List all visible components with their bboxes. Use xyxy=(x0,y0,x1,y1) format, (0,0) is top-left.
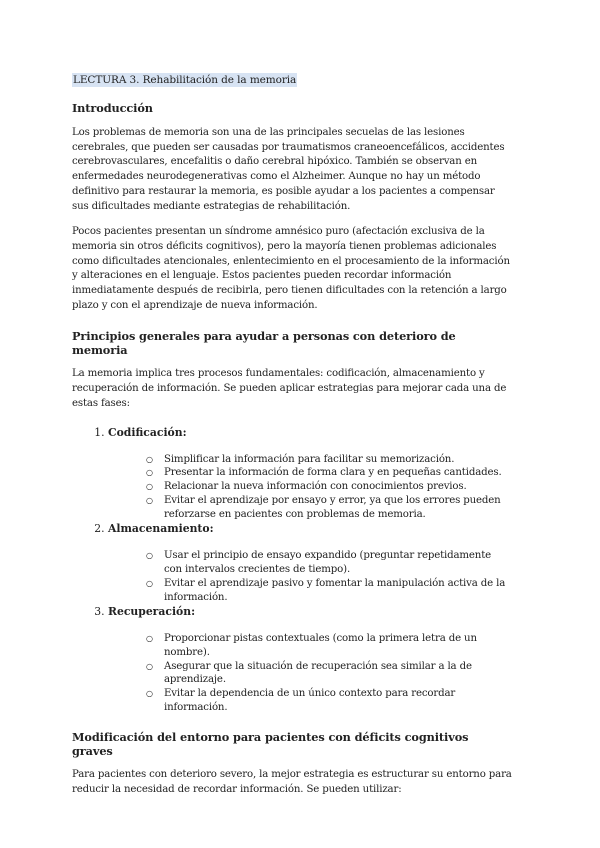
paragraph-principios: La memoria implica tres procesos fundamentales: codificación, almacenamiento y recuperación de información. Se pueden aplicar estrategias para mejorar cada una de estas fases: xyxy=(72,368,507,409)
circle-bullet-icon: ○ xyxy=(146,661,153,671)
bullet-item: ○ Relacionar la nueva información con conocimientos previos. xyxy=(146,481,467,493)
heading-principios: Principios generales para ayudar a personas con deterioro de memoria xyxy=(72,329,456,358)
bullet-list-codificacion xyxy=(108,453,512,523)
list-item-recuperacion xyxy=(108,605,512,715)
paragraph-intro-2: Pocos pacientes presentan un síndrome amnésico puro (afectación exclusiva de la memoria sin otros déficits cognitivos), pero la mayoría tienen problemas adicionales como dificultades atencionales, enlentecimiento en el procesamiento de la información y alteraciones en el lenguaje. Estos pacientes pueden recordar información inmediatamente después de recibirla, pero tienen dificultades con la retención a largo plazo y con el aprendizaje de nueva información. xyxy=(72,226,510,311)
bullet-item: ○ Evitar el aprendizaje pasivo y fomentar la manipulación activa de la información. xyxy=(146,577,506,603)
bullet-item: ○ Usar el principio de ensayo expandido (preguntar repetidamente con intervalos crecientes de tiempo). xyxy=(146,550,492,575)
circle-bullet-icon: ○ xyxy=(146,468,153,478)
circle-bullet-icon: ○ xyxy=(146,633,153,643)
numbered-list-procesos xyxy=(72,426,512,716)
heading-introduccion: Introducción xyxy=(72,101,153,115)
bullet-item: ○ Presentar la información de forma clara y en pequeñas cantidades. xyxy=(146,467,502,479)
circle-bullet-icon: ○ xyxy=(146,496,153,506)
circle-bullet-icon: ○ xyxy=(146,482,153,492)
list-item-label: Recuperación: xyxy=(108,604,196,618)
document-page xyxy=(72,68,512,798)
paragraph-modificacion: Para pacientes con deterioro severo, la mejor estrategia es estructurar su entorno para reducir la necesidad de recordar información. Se pueden utilizar: xyxy=(72,769,512,795)
bullet-item: ○ Proporcionar pistas contextuales (como la primera letra de un nombre). xyxy=(146,632,477,658)
bullet-item: ○ Simplificar la información para facilitar su memorización. xyxy=(146,453,455,465)
bullet-list-almacenamiento xyxy=(108,549,512,605)
circle-bullet-icon: ○ xyxy=(146,551,153,561)
heading-modificacion: Modificación del entorno para pacientes con déficits cognitivos graves xyxy=(72,730,469,759)
circle-bullet-icon: ○ xyxy=(146,454,153,464)
list-item-codificacion xyxy=(108,426,512,523)
circle-bullet-icon: ○ xyxy=(146,578,153,588)
bullet-item: ○ Asegurar que la situación de recuperación sea similar a la de aprendizaje. xyxy=(146,660,472,686)
document-title[interactable]: LECTURA 3. Rehabilitación de la memoria xyxy=(73,74,297,86)
bullet-item: ○ Evitar el aprendizaje por ensayo y error, ya que los errores pueden reforzarse en pacientes con problemas de memoria. xyxy=(146,495,501,521)
circle-bullet-icon: ○ xyxy=(146,689,153,699)
paragraph-intro-1: Los problemas de memoria son una de las principales secuelas de las lesiones cerebrales, que pueden ser causadas por traumatismos craneoencefálicos, accidentes cerebrovasculares, encefalitis o daño cerebral hipóxico. También se observan en enfermedades neurodegenerativas como el Alzheimer. Aunque no hay un método definitivo para restaurar la memoria, es posible ayudar a los pacientes a compensar sus dificultades mediante estrategias de rehabilitación. xyxy=(72,127,505,212)
bullet-list-recuperacion xyxy=(108,632,512,715)
list-item-label: Almacenamiento: xyxy=(108,522,214,536)
bullet-item: ○ Evitar la dependencia de un único contexto para recordar información. xyxy=(146,688,456,714)
list-item-almacenamiento xyxy=(108,522,512,605)
list-item-label: Codificación: xyxy=(108,425,187,439)
